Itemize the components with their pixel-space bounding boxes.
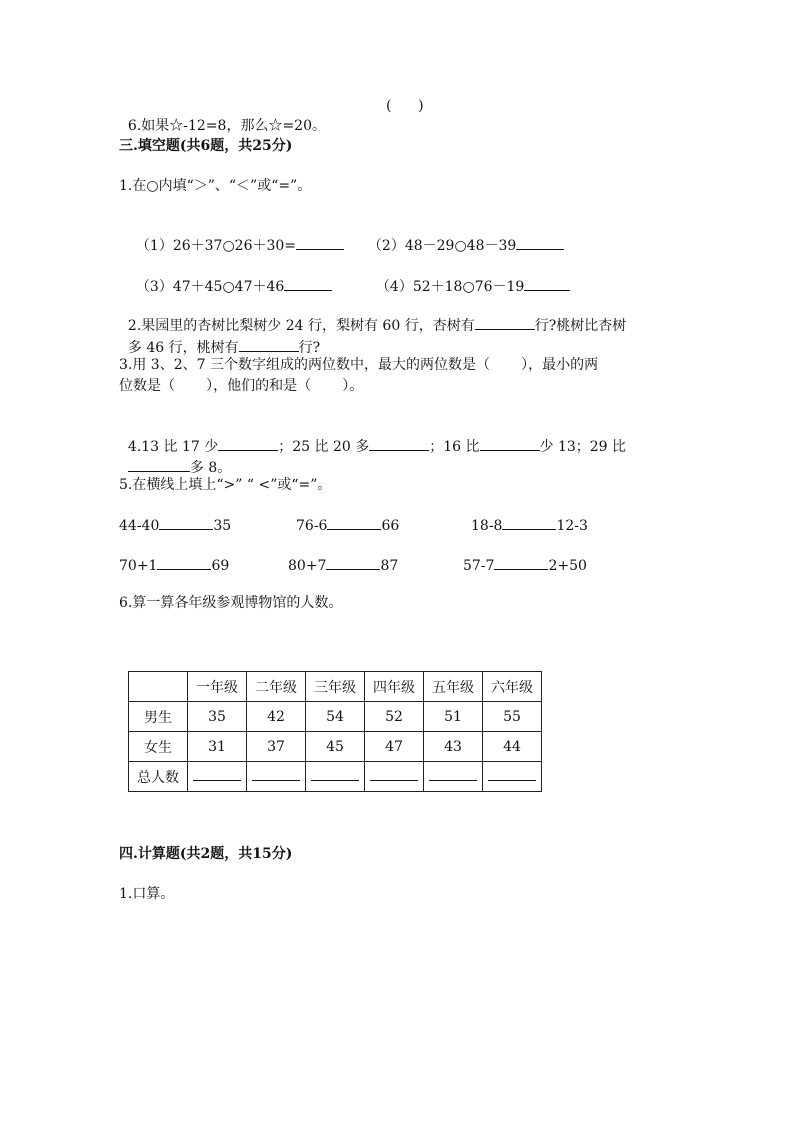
answer-blank[interactable]: [159, 515, 213, 530]
table-header-row: [129, 672, 542, 702]
answer-blank[interactable]: [475, 315, 535, 330]
fill-question-3-line-2: 位数是（ ），他们的和是（ ）。: [119, 378, 364, 394]
compare-left: 70+1: [119, 558, 158, 574]
answer-blank[interactable]: [480, 436, 540, 451]
compare-item: [119, 555, 229, 576]
fill-question-3-line-1: 3.用 3、2、7 三个数字组成的两位数中，最大的两位数是（ ），最小的两: [119, 357, 599, 373]
table-header-cell: 一年级: [188, 672, 247, 702]
answer-blank[interactable]: [488, 768, 536, 781]
table-cell: 43: [424, 732, 483, 762]
compare-left: 76-6: [296, 518, 328, 534]
table-cell: 55: [483, 702, 542, 732]
calc-question-1: 1.口算。: [119, 886, 175, 902]
table-header-cell: 二年级: [247, 672, 306, 702]
compare-right: 66: [381, 518, 400, 534]
fill-question-5-title: 5.在横线上填上“>” “ <”或“=”。: [119, 477, 332, 493]
part-3-expression: （3）47＋45○47＋46: [135, 279, 285, 295]
answer-blank[interactable]: [502, 515, 556, 530]
q4-text-a: 4.13 比 17 少: [127, 439, 219, 455]
compare-left: 18-8: [471, 518, 503, 534]
table-cell: [365, 762, 424, 792]
table-cell: [247, 762, 306, 792]
answer-blank[interactable]: [239, 337, 299, 352]
table-cell: 45: [306, 732, 365, 762]
answer-blank[interactable]: [369, 436, 429, 451]
answer-blank[interactable]: [128, 457, 190, 472]
table-cell: 37: [247, 732, 306, 762]
table-header-cell: 五年级: [424, 672, 483, 702]
judge-question-6-text: 6.如果☆-12=8，那么☆=20。: [127, 118, 326, 134]
answer-blank[interactable]: [524, 276, 570, 291]
compare-right: 2+50: [548, 558, 587, 574]
table-header-cell: [129, 672, 188, 702]
table-row: [129, 732, 542, 762]
table-header-cell: 三年级: [306, 672, 365, 702]
compare-left: 80+7: [288, 558, 327, 574]
answer-blank[interactable]: [327, 515, 381, 530]
compare-right: 69: [211, 558, 230, 574]
table-cell: 52: [365, 702, 424, 732]
row-label: 女生: [129, 732, 188, 762]
q4-text-c: ；16 比: [429, 439, 480, 455]
table-row: [129, 702, 542, 732]
table-cell: [306, 762, 365, 792]
q2-text-a: 2.果园里的杏树比梨树少 24 行，梨树有 60 行，杏树有: [127, 318, 475, 334]
compare-item: [471, 515, 588, 536]
table-cell: 35: [188, 702, 247, 732]
table-cell: 54: [306, 702, 365, 732]
fill-question-1-part-1: [127, 215, 344, 256]
answer-blank[interactable]: [516, 235, 564, 250]
answer-blank[interactable]: [193, 768, 241, 781]
table-cell: [424, 762, 483, 792]
table-cell: 31: [188, 732, 247, 762]
museum-visitors-table: [128, 671, 542, 792]
fill-question-1-part-2: [359, 215, 564, 256]
table-cell: 47: [365, 732, 424, 762]
answer-blank[interactable]: [284, 276, 332, 291]
q2-text-c: 多 46 行，桃树有: [127, 340, 239, 356]
part-2-expression: （2）48－29○48－39: [367, 238, 517, 254]
table-header-cell: 四年级: [365, 672, 424, 702]
compare-item: [288, 555, 398, 576]
compare-right: 12-3: [556, 518, 588, 534]
answer-blank[interactable]: [429, 768, 477, 781]
answer-blank[interactable]: [494, 555, 548, 570]
q2-text-d: 行?: [298, 340, 321, 356]
q4-text-d: 少 13；29 比: [539, 439, 627, 455]
part-1-expression: （1）26＋37○26＋30=: [135, 238, 297, 254]
fill-question-2-line-2: [119, 317, 320, 358]
answer-blank[interactable]: [296, 235, 344, 250]
judge-question-6: [119, 96, 326, 136]
answer-blank[interactable]: [252, 768, 300, 781]
table-cell: 51: [424, 702, 483, 732]
answer-blank[interactable]: [157, 555, 211, 570]
table-header-cell: 六年级: [483, 672, 542, 702]
answer-blank[interactable]: [370, 768, 418, 781]
fill-question-4-line-2: [119, 437, 231, 478]
answer-blank[interactable]: [326, 555, 380, 570]
part-4-expression: （4）52＋18○76－19: [375, 279, 525, 295]
section-3-title: 三.填空题(共6题，共25分): [119, 138, 293, 154]
table-cell: [483, 762, 542, 792]
row-label: 男生: [129, 702, 188, 732]
compare-item: [119, 515, 231, 536]
q4-text-e: 多 8。: [189, 460, 232, 476]
q2-text-b: 行?桃树比杏树: [534, 318, 627, 334]
q4-text-b: ；25 比 20 多: [278, 439, 370, 455]
fill-question-6-title: 6.算一算各年级参观博物馆的人数。: [119, 595, 343, 611]
compare-right: 35: [213, 518, 232, 534]
compare-right: 87: [380, 558, 399, 574]
fill-question-1-title: 1.在○内填“＞”、“＜”或“=”。: [119, 178, 312, 194]
table-cell: [188, 762, 247, 792]
answer-blank[interactable]: [311, 768, 359, 781]
compare-item: [463, 555, 587, 576]
compare-left: 44-40: [119, 518, 160, 534]
compare-left: 57-7: [463, 558, 495, 574]
section-4-title: 四.计算题(共2题，共15分): [119, 846, 293, 862]
table-row: [129, 762, 542, 792]
fill-question-1-part-3: [127, 256, 332, 297]
judge-answer-bracket: ( ): [386, 98, 424, 114]
compare-item: [296, 515, 399, 536]
table-cell: 42: [247, 702, 306, 732]
table-cell: 44: [483, 732, 542, 762]
row-label: 总人数: [129, 762, 188, 792]
fill-question-1-part-4: [367, 256, 570, 297]
